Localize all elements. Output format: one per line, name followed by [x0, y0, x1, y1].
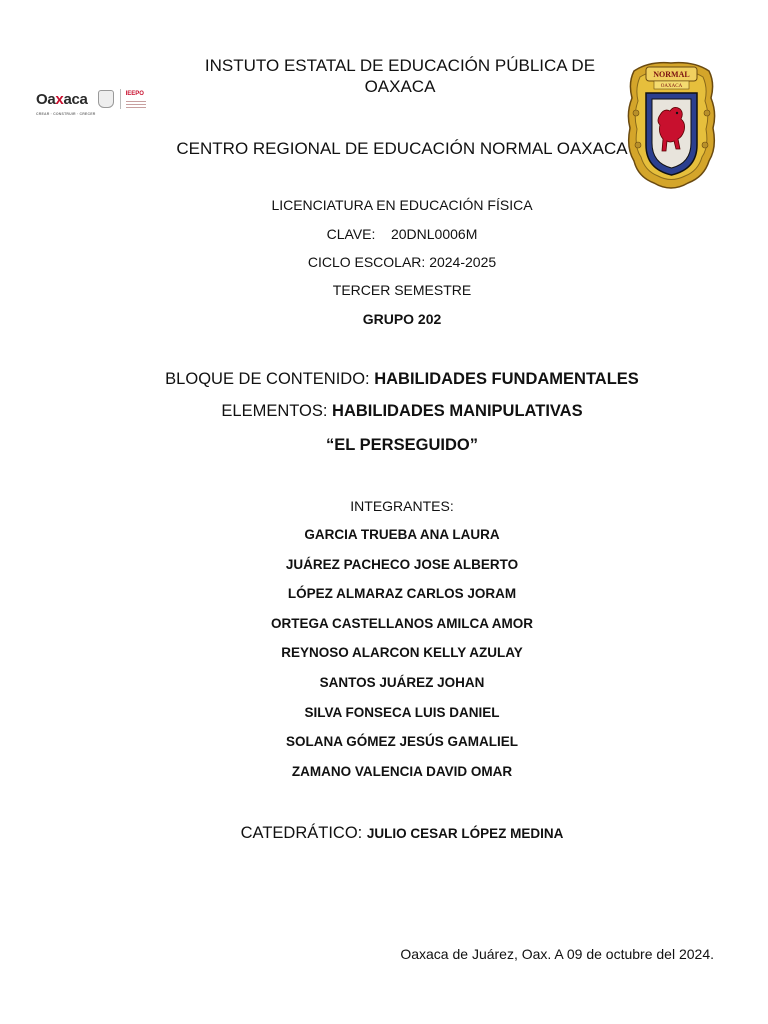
- institute-title-line2: OAXACA: [364, 77, 436, 96]
- member-name: ORTEGA CASTELLANOS AMILCA AMOR: [271, 616, 533, 631]
- centro-title: CENTRO REGIONAL DE EDUCACIÓN NORMAL OAXACA: [176, 139, 628, 158]
- elementos-line: [80, 400, 724, 422]
- institute-title-line1: INSTUTO ESTATAL DE EDUCACIÓN PÚBLICA DE: [204, 56, 596, 75]
- integrantes-label: INTEGRANTES:: [350, 498, 454, 514]
- elementos-value: HABILIDADES MANIPULATIVAS: [332, 402, 583, 420]
- licenciatura-text: LICENCIATURA EN EDUCACIÓN FÍSICA: [271, 197, 533, 213]
- date-location-text: Oaxaca de Juárez, Oax. A 09 de octubre del 2024.: [400, 946, 714, 962]
- institute-title: [180, 55, 620, 97]
- oaxaca-tagline: CREAR · CONSTRUIR · CRECER: [36, 111, 96, 116]
- ieepo-wordmark: IEEPO: [125, 90, 144, 97]
- semestre-text: TERCER SEMESTRE: [332, 282, 472, 298]
- ieepo-logo: [126, 91, 146, 108]
- oaxaca-x: x: [55, 90, 64, 108]
- crest-banner-text: NORMAL: [653, 70, 690, 79]
- state-seal-icon: [98, 90, 114, 108]
- grupo-text: GRUPO 202: [362, 311, 442, 327]
- oaxaca-wordmark: [36, 90, 96, 116]
- catedratico-line: [120, 822, 684, 845]
- logo-divider: [120, 89, 121, 109]
- member-name: SOLANA GÓMEZ JESÚS GAMALIEL: [285, 734, 518, 749]
- bloque-label: BLOQUE DE CONTENIDO:: [165, 370, 375, 388]
- catedratico-label: CATEDRÁTICO:: [240, 824, 367, 842]
- activity-title: “EL PERSEGUIDO”: [326, 436, 478, 454]
- member-name: LÓPEZ ALMARAZ CARLOS JORAM: [287, 586, 517, 601]
- catedratico-name: JULIO CESAR LÓPEZ MEDINA: [366, 826, 564, 841]
- elementos-label: ELEMENTOS:: [221, 402, 333, 420]
- member-name: SILVA FONSECA LUIS DANIEL: [304, 705, 500, 720]
- member-name: SANTOS JUÁREZ JOHAN: [319, 675, 485, 690]
- oaxaca-suffix: aca: [63, 90, 88, 108]
- normal-school-crest-icon: [624, 53, 719, 193]
- bloque-value: HABILIDADES FUNDAMENTALES: [374, 370, 639, 388]
- crest-banner-subtext: OAXACA: [660, 84, 683, 89]
- member-name: JUÁREZ PACHECO JOSE ALBERTO: [285, 557, 519, 572]
- ieepo-tagline-lines: [126, 99, 146, 108]
- oaxaca-government-logo: [36, 84, 160, 114]
- clave-value: 20DNL0006M: [390, 226, 478, 242]
- bloque-contenido-line: [80, 368, 724, 390]
- member-name: ZAMANO VALENCIA DAVID OMAR: [291, 764, 513, 779]
- ciclo-escolar-text: CICLO ESCOLAR: 2024-2025: [307, 254, 497, 270]
- oaxaca-prefix: Oa: [36, 90, 56, 108]
- clave-label: CLAVE:: [326, 226, 376, 242]
- member-name: REYNOSO ALARCON KELLY AZULAY: [281, 645, 523, 660]
- member-name: GARCIA TRUEBA ANA LAURA: [304, 527, 500, 542]
- clave-line: [200, 225, 604, 243]
